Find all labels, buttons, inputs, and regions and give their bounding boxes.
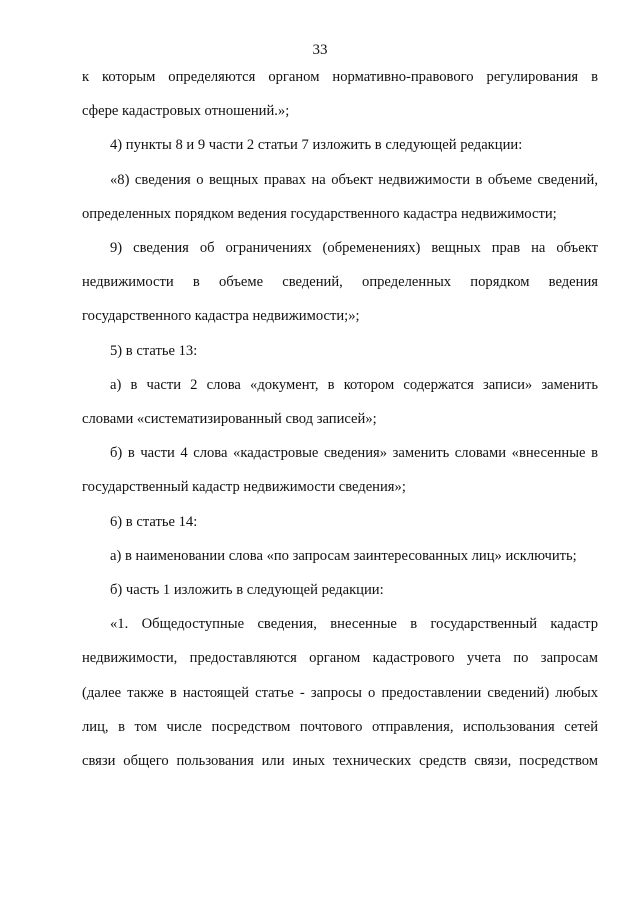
- text-line: «1. Общедоступные сведения, внесенные в государственный кадастр: [110, 616, 598, 633]
- text-line: а) в наименовании слова «по запросам заинтересованных лиц» исключить;: [110, 547, 577, 564]
- text-line: государственный кадастр недвижимости сведения»;: [82, 479, 406, 496]
- text-line: к которым определяются органом нормативно-правового регулирования в: [82, 69, 598, 85]
- text-line: 4) пункты 8 и 9 части 2 статьи 7 изложить в следующей редакции:: [110, 137, 523, 154]
- text-line: 6) в статье 14:: [110, 513, 198, 530]
- text-line: словами «систематизированный свод записей»;: [82, 411, 377, 427]
- text-line: 5) в статье 13:: [110, 342, 198, 359]
- text-line: «8) сведения о вещных правах на объект недвижимости в объеме сведений,: [110, 171, 598, 188]
- text-line: 9) сведения об ограничениях (обременениях) вещных прав на объект: [110, 240, 598, 256]
- text-line: недвижимости в объеме сведений, определенных порядком ведения: [82, 274, 598, 291]
- text-line: лиц, в том числе посредством почтового отправления, использования сетей: [82, 718, 598, 735]
- text-line: связи общего пользования или иных технических средств связи, посредством: [82, 753, 598, 769]
- text-line: государственного кадастра недвижимости;»;: [82, 308, 360, 325]
- text-line: б) в части 4 слова «кадастровые сведения» заменить словами «внесенные в: [110, 445, 598, 462]
- text-line: б) часть 1 изложить в следующей редакции:: [110, 582, 384, 598]
- text-line: недвижимости, предоставляются органом кадастрового учета по запросам: [82, 650, 598, 667]
- text-line: определенных порядком ведения государственного кадастра недвижимости;: [82, 205, 557, 222]
- text-line: (далее также в настоящей статье - запросы о предоставлении сведений) любых: [82, 684, 598, 701]
- page-number: 33: [312, 42, 328, 58]
- text-line: сфере кадастровых отношений.»;: [82, 103, 290, 120]
- text-line: а) в части 2 слова «документ, в котором содержатся записи» заменить: [110, 376, 598, 393]
